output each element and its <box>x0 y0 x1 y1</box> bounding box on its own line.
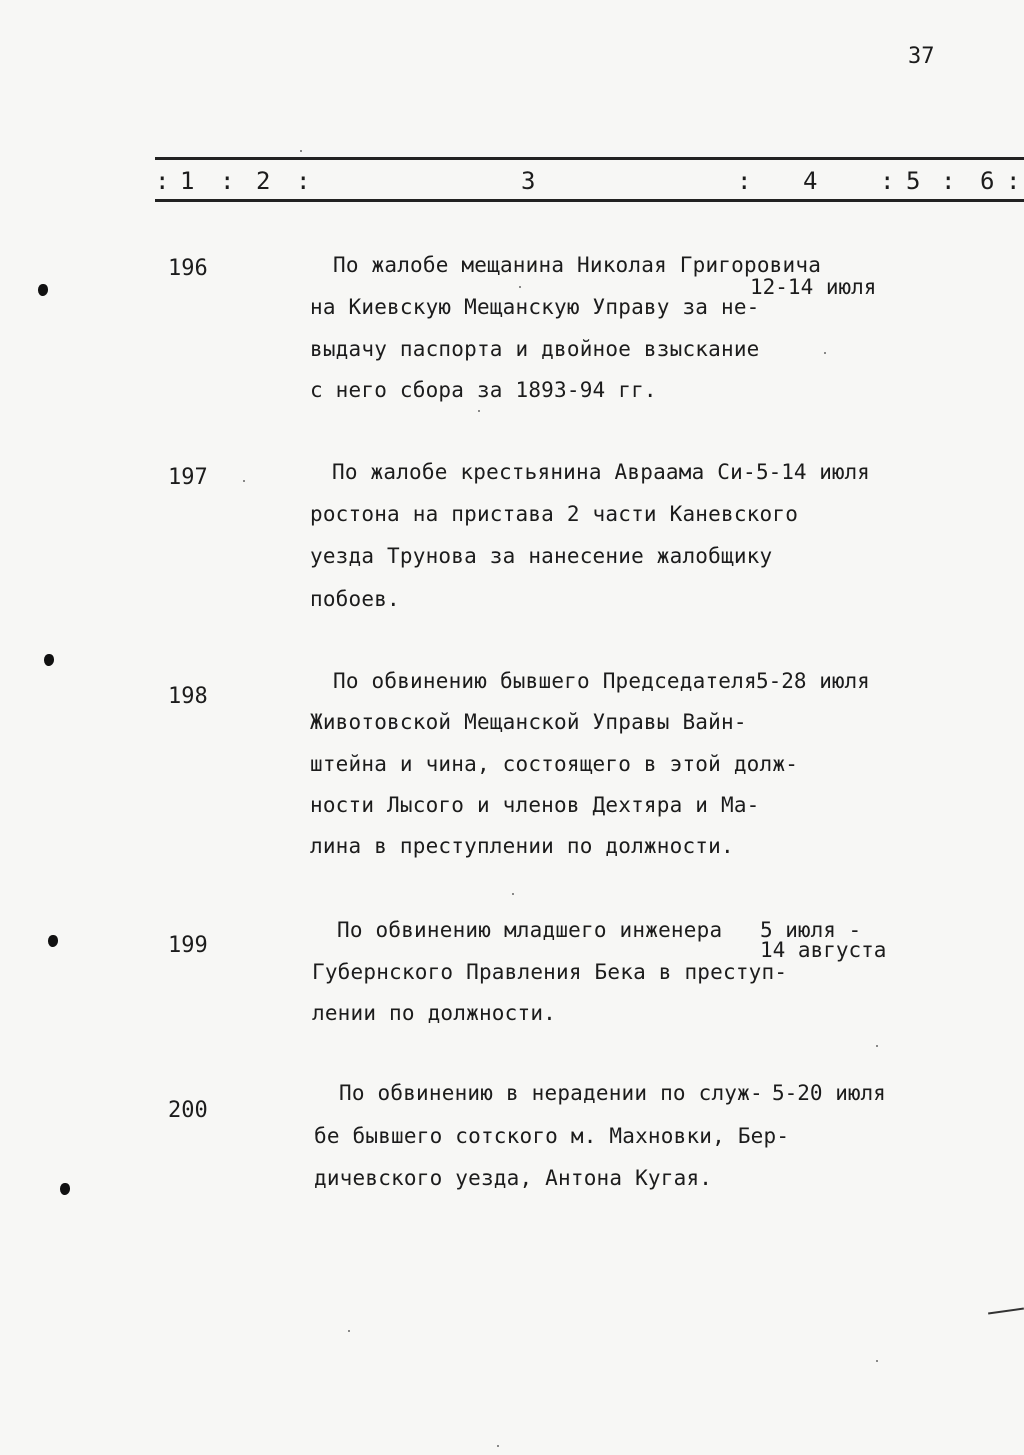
entry-text-line: бе бывшего сотского м. Махновки, Бер- <box>314 1124 790 1148</box>
entry-date: 12-14 июля <box>750 275 877 299</box>
entry-text-line: По обвинению младшего инженера <box>337 918 723 942</box>
entry-number: 200 <box>168 1098 208 1123</box>
punch-hole <box>44 654 54 666</box>
entry-text-line: выдачу паспорта и двойное взыскание <box>310 337 760 361</box>
scan-speck <box>243 480 245 482</box>
entry-text-line: Животовской Мещанской Управы Вайн- <box>310 710 747 734</box>
entry-date-start: 5 июля - <box>760 918 862 942</box>
scan-speck <box>478 410 480 412</box>
scan-speck <box>497 1445 499 1447</box>
entry-text-line: штейна и чина, состоящего в этой долж- <box>310 752 799 776</box>
entry-text-line: побоев. <box>310 587 400 611</box>
entry-text-line: По жалобе крестьянина Авраама Си- <box>332 460 756 484</box>
entry-text-line: ности Лысого и членов Дехтяра и Ма- <box>310 793 760 817</box>
entry-text-line: По жалобе мещанина Николая Григоровича <box>333 253 822 277</box>
entry-date: 5-20 июля <box>772 1081 886 1105</box>
column-separator: : <box>220 167 235 195</box>
scan-speck <box>300 150 302 152</box>
entry-date: 5-28 июля <box>756 669 870 693</box>
entry-number: 197 <box>168 465 208 490</box>
entry-text-line: лина в преступлении по должности. <box>310 834 734 858</box>
header-bottom-rule <box>155 199 1024 202</box>
punch-hole <box>60 1183 70 1195</box>
column-separator: : <box>880 167 895 195</box>
punch-hole <box>48 935 58 947</box>
header-top-rule <box>155 157 1024 160</box>
column-header-5: 5 <box>906 167 921 195</box>
column-separator: : <box>737 167 752 195</box>
entry-text-line: По обвинению в нерадении по служ- <box>339 1081 763 1105</box>
entry-text-line: с него сбора за 1893-94 гг. <box>310 378 657 402</box>
entry-number: 196 <box>168 256 208 281</box>
entry-number: 198 <box>168 684 208 709</box>
scan-speck <box>512 893 514 895</box>
entry-text-line: ростона на пристава 2 части Каневского <box>310 502 799 526</box>
entry-date-end: 14 августа <box>760 938 887 962</box>
entry-text-line: лении по должности. <box>312 1001 557 1025</box>
column-header-3: 3 <box>521 167 536 195</box>
entry-text-line: По обвинению бывшего Председателя <box>333 669 757 693</box>
column-separator: : <box>155 167 170 195</box>
entry-number: 199 <box>168 933 208 958</box>
page-number: 37 <box>908 44 935 69</box>
column-separator: : <box>941 167 956 195</box>
entry-date: 5-14 июля <box>756 460 870 484</box>
scan-edge-mark <box>988 1308 1024 1315</box>
entry-text-line: уезда Трунова за нанесение жалобщику <box>310 544 773 568</box>
entry-text-line: на Киевскую Мещанскую Управу за не- <box>310 295 760 319</box>
scan-speck <box>876 1360 878 1362</box>
scan-speck <box>824 352 826 354</box>
entry-text-line: дичевского уезда, Антона Кугая. <box>314 1166 713 1190</box>
scan-speck <box>519 286 521 288</box>
entry-text-line: Губернского Правления Бека в преступ- <box>312 960 788 984</box>
scan-speck <box>348 1330 350 1332</box>
column-separator: : <box>296 167 311 195</box>
column-header-2: 2 <box>256 167 271 195</box>
column-header-6: 6 <box>980 167 995 195</box>
scan-speck <box>876 1045 878 1047</box>
column-header-4: 4 <box>803 167 818 195</box>
column-separator: : <box>1006 167 1021 195</box>
column-header-1: 1 <box>180 167 195 195</box>
punch-hole <box>38 284 48 296</box>
